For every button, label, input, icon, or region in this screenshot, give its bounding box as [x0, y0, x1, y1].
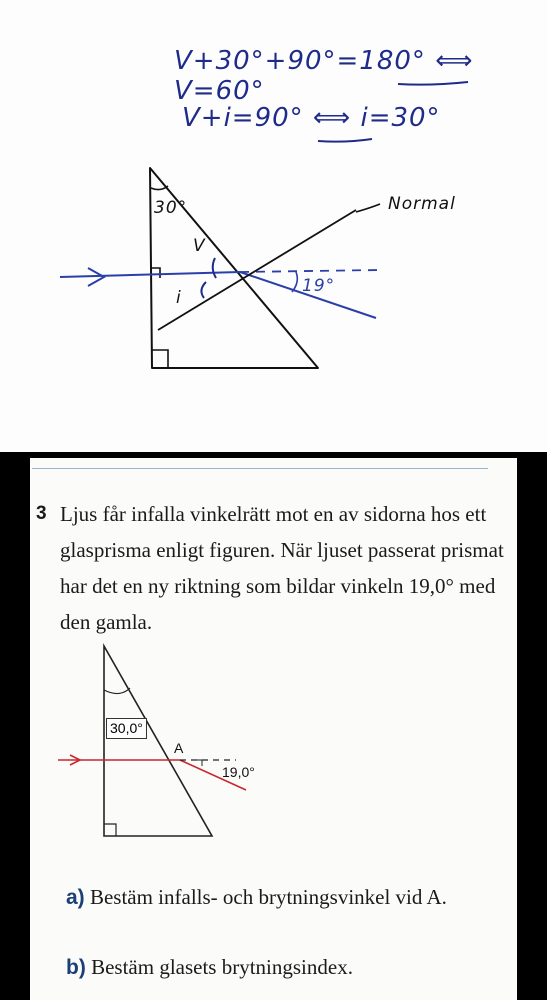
subquestion-a: [66, 883, 486, 912]
problem-statement: [36, 496, 506, 640]
problem-text: Ljus får infalla vinkelrätt mot en av sidorna hos ett glasprisma enligt figuren. När ljuset passerat prismat har det en ny riktning som bildar vinkeln 19,0° med den gamla.: [60, 502, 504, 634]
textbook-page: [30, 458, 517, 1000]
handwritten-note: [0, 0, 547, 452]
subquestion-b: [66, 953, 486, 982]
figure-point-a: A: [174, 740, 184, 756]
handwritten-equation-1: V+30°+90°=180° ⟺ V=60°: [174, 46, 474, 106]
handwritten-equation-2: V+i=90° ⟺ i=30°: [182, 103, 441, 133]
handwritten-label-v: V: [193, 236, 206, 256]
subquestion-b-text: Bestäm glasets brytningsindex.: [91, 955, 353, 979]
figure-apex-angle: 30,0°: [106, 718, 147, 739]
handwritten-label-i: i: [176, 288, 182, 308]
figure-deviation-angle: 19,0°: [222, 764, 255, 780]
page-divider: [32, 468, 488, 469]
prism-figure: [30, 638, 517, 898]
subquestion-b-letter: b): [66, 956, 86, 979]
handwritten-prism-diagram: [0, 0, 547, 452]
problem-number: 3: [36, 503, 47, 524]
subquestion-a-text: Bestäm infalls- och brytningsvinkel vid A.: [89, 885, 447, 909]
handwritten-label-normal: Normal: [388, 194, 456, 214]
handwritten-label-deviation: 19°: [302, 276, 336, 296]
handwritten-apex-angle: 30°: [154, 198, 188, 218]
subquestion-a-letter: a): [66, 886, 85, 909]
